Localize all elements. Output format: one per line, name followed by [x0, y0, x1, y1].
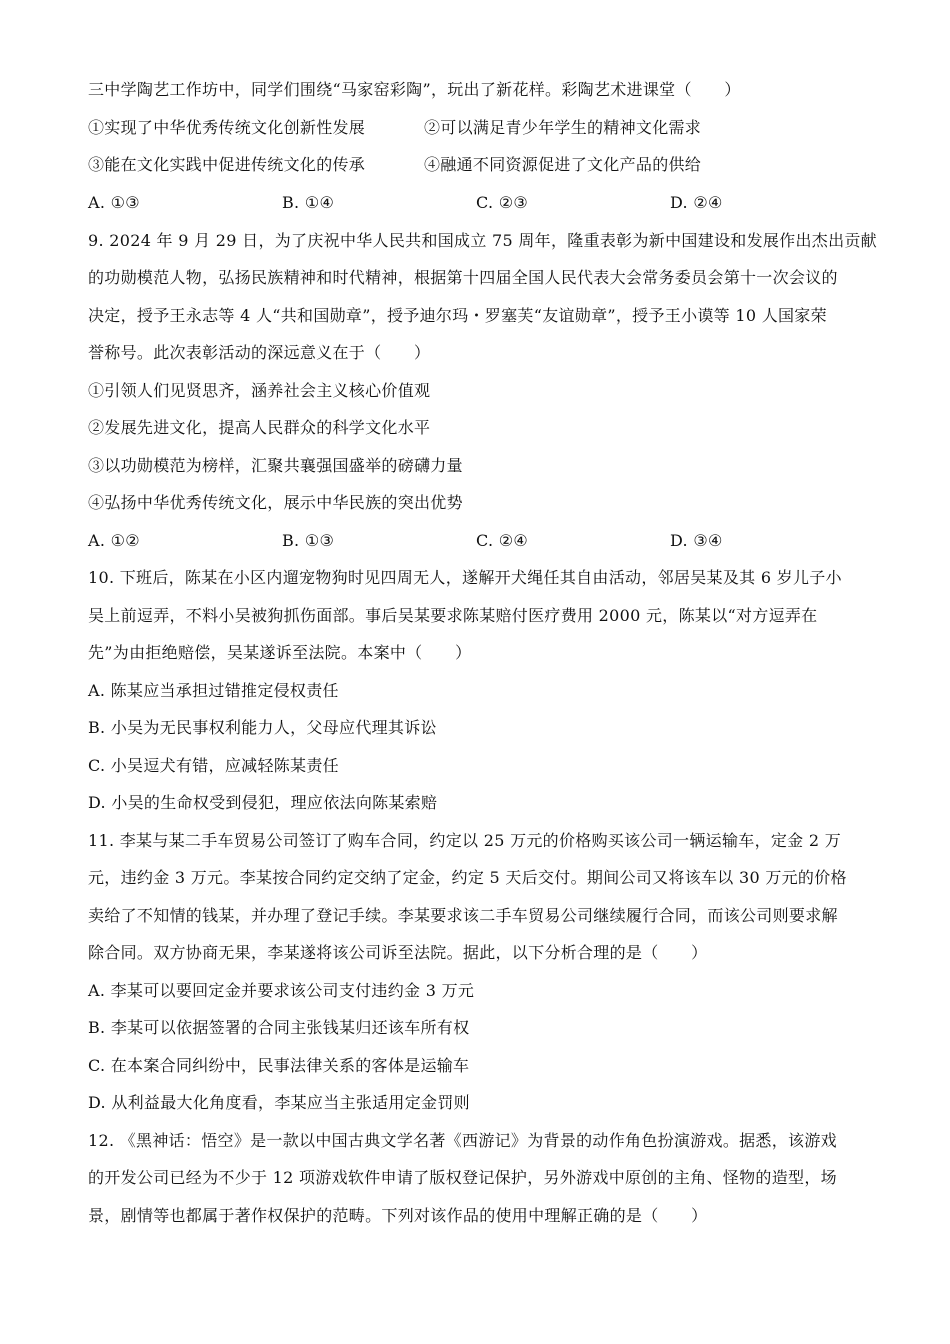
- q8-statement-4: ④融通不同资源促进了文化产品的供给: [424, 155, 702, 174]
- q11-option-b[interactable]: B. 李某可以依据签署的合同主张钱某归还该车所有权: [88, 1018, 470, 1037]
- q8-option-c[interactable]: C. ②③: [476, 193, 529, 212]
- q11-option-a[interactable]: A. 李某可以要回定金并要求该公司支付违约金 3 万元: [88, 981, 475, 1000]
- q9-stem-line-1: 9. 2024 年 9 月 29 日，为了庆祝中华人民共和国成立 75 周年，隆重表彰为新中国建设和发展作出杰出贡献: [88, 231, 877, 250]
- q10-stem-line-1: 10. 下班后，陈某在小区内遛宠物狗时见四周无人，遂解开犬绳任其自由活动，邻居吴某及其 6 岁儿子小: [88, 568, 842, 587]
- q8-option-b[interactable]: B. ①④: [282, 193, 335, 212]
- q10-stem-line-2: 吴上前逗弄，不料小吴被狗抓伤面部。事后吴某要求陈某赔付医疗费用 2000 元，陈某以“对方逗弄在: [88, 606, 818, 625]
- q12-stem-line-1: 12. 《黑神话：悟空》是一款以中国古典文学名著《西游记》为背景的动作角色扮演游戏。据悉，该游戏: [88, 1131, 837, 1150]
- q9-statement-3: ③以功勋模范为榜样，汇聚共襄强国盛举的磅礴力量: [88, 456, 463, 475]
- q8-statements-row-2: [88, 155, 868, 175]
- q9-options: [88, 531, 868, 551]
- q12-stem-line-3: 景，剧情等也都属于著作权保护的范畴。下列对该作品的使用中理解正确的是（ ）: [88, 1206, 708, 1225]
- q9-option-d[interactable]: D. ③④: [670, 531, 723, 550]
- q9-option-a[interactable]: A. ①②: [88, 531, 140, 550]
- q10-option-b[interactable]: B. 小吴为无民事权利能力人，父母应代理其诉讼: [88, 718, 437, 737]
- q9-stem-line-4: 誉称号。此次表彰活动的深远意义在于（ ）: [88, 343, 431, 362]
- q10-option-a[interactable]: A. 陈某应当承担过错推定侵权责任: [88, 681, 339, 700]
- q9-option-b[interactable]: B. ①③: [282, 531, 335, 550]
- q8-statement-1: ①实现了中华优秀传统文化创新性发展: [88, 118, 366, 137]
- q9-stem-line-3: 决定，授予王永志等 4 人“共和国勋章”，授予迪尔玛・罗塞芙“友谊勋章”，授予王小谟等 10 人国家荣: [88, 306, 827, 325]
- q11-option-c[interactable]: C. 在本案合同纠纷中，民事法律关系的客体是运输车: [88, 1056, 470, 1075]
- q8-options: [88, 193, 868, 213]
- q8-statement-3: ③能在文化实践中促进传统文化的传承: [88, 155, 366, 174]
- q10-option-c[interactable]: C. 小吴逗犬有错，应减轻陈某责任: [88, 756, 339, 775]
- q8-option-d[interactable]: D. ②④: [670, 193, 723, 212]
- q12-stem-line-2: 的开发公司已经为不少于 12 项游戏软件申请了版权登记保护，另外游戏中原创的主角、怪物的造型，场: [88, 1168, 837, 1187]
- q11-stem-line-2: 元，违约金 3 万元。李某按合同约定交纳了定金，约定 5 天后交付。期间公司又将该车以 30 万元的价格: [88, 868, 847, 887]
- q11-stem-line-1: 11. 李某与某二手车贸易公司签订了购车合同，约定以 25 万元的价格购买该公司一辆运输车，定金 2 万: [88, 831, 842, 850]
- q9-statement-2: ②发展先进文化，提高人民群众的科学文化水平: [88, 418, 431, 437]
- q10-stem-line-3: 先”为由拒绝赔偿，吴某遂诉至法院。本案中（ ）: [88, 643, 472, 662]
- q10-option-d[interactable]: D. 小吴的生命权受到侵犯，理应依法向陈某索赔: [88, 793, 438, 812]
- q8-stem-line: 三中学陶艺工作坊中，同学们围绕“马家窑彩陶”，玩出了新花样。彩陶艺术进课堂（ ）: [88, 80, 741, 99]
- q11-option-d[interactable]: D. 从利益最大化角度看，李某应当主张适用定金罚则: [88, 1093, 470, 1112]
- q11-stem-line-3: 卖给了不知情的钱某，并办理了登记手续。李某要求该二手车贸易公司继续履行合同，而该公司则要求解: [88, 906, 838, 925]
- q8-statement-2: ②可以满足青少年学生的精神文化需求: [424, 118, 702, 137]
- q9-option-c[interactable]: C. ②④: [476, 531, 529, 550]
- q11-stem-line-4: 除合同。双方协商无果，李某遂将该公司诉至法院。据此，以下分析合理的是（ ）: [88, 943, 708, 962]
- q8-option-a[interactable]: A. ①③: [88, 193, 140, 212]
- q8-statements-row-1: [88, 118, 868, 138]
- q9-stem-line-2: 的功勋模范人物，弘扬民族精神和时代精神，根据第十四届全国人民代表大会常务委员会第十一次会议的: [88, 268, 838, 287]
- q9-statement-4: ④弘扬中华优秀传统文化，展示中华民族的突出优势: [88, 493, 463, 512]
- q9-statement-1: ①引领人们见贤思齐，涵养社会主义核心价值观: [88, 381, 431, 400]
